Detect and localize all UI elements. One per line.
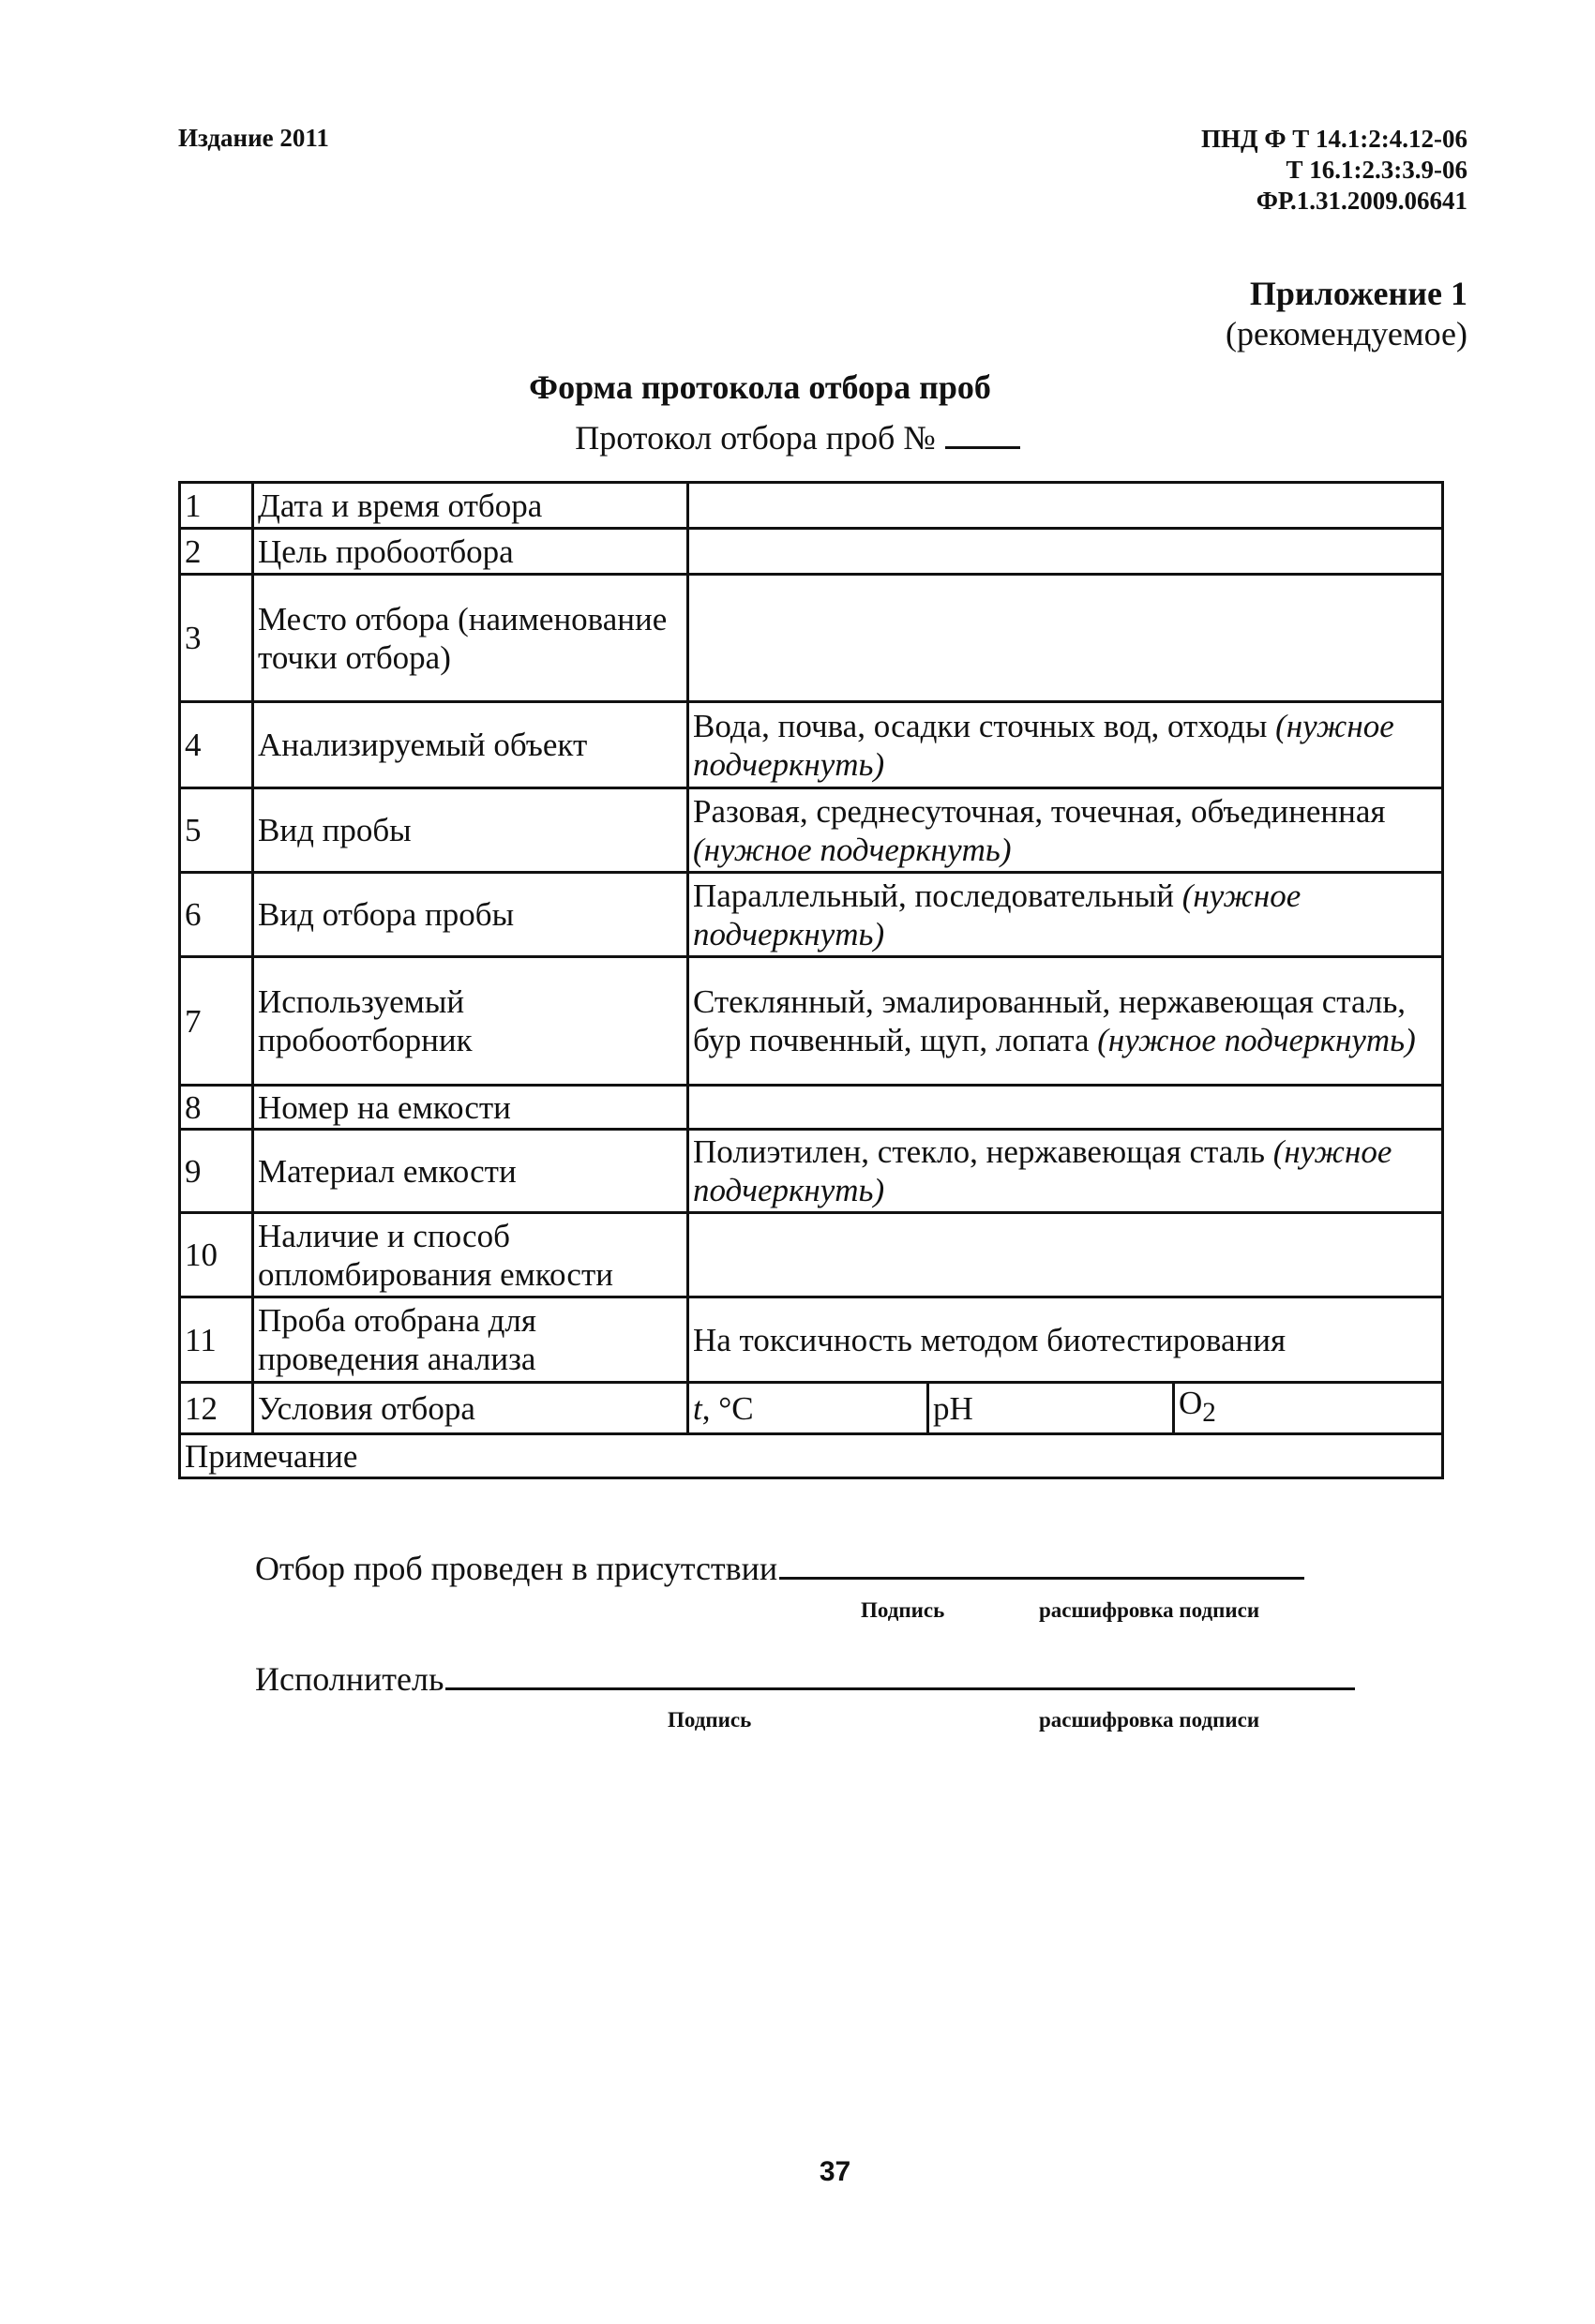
table-row [180, 1086, 1443, 1130]
oxygen-label: O [1179, 1385, 1203, 1421]
oxygen-subscript: 2 [1202, 1398, 1216, 1428]
temperature-var: t [693, 1389, 702, 1427]
row-number: 10 [180, 1213, 253, 1297]
row-value-text: Стеклянный, эмалированный, нержавеющая сталь, бур почвенный, щуп, лопата [693, 983, 1407, 1058]
row-value-field[interactable] [688, 483, 1443, 529]
row-label: Дата и время отбора [253, 483, 688, 529]
row-value-field[interactable] [688, 1086, 1443, 1130]
document-code: Т 16.1:2.3:3.9-06 [1286, 156, 1467, 184]
row-value [688, 873, 1443, 957]
row-value-field[interactable] [688, 575, 1443, 702]
witness-label: Отбор проб проведен в присутствии [255, 1550, 778, 1587]
row-number: 2 [180, 529, 253, 575]
form-title: Форма протокола отбора проб [529, 368, 991, 406]
row-value-note: (нужное подчеркнуть) [1097, 1022, 1416, 1058]
row-number: 11 [180, 1297, 253, 1383]
row-label: Место отбора (наименование точки отбора) [253, 575, 688, 702]
executor-label: Исполнитель [255, 1660, 444, 1698]
row-value-note: (нужное подчеркнуть) [693, 1133, 1392, 1208]
table-row [180, 873, 1443, 957]
table-row [180, 788, 1443, 873]
protocol-title [0, 418, 1595, 457]
row-value [688, 1297, 1443, 1383]
executor-caption-sign: Подпись [668, 1708, 752, 1732]
row-label: Цель пробоотбора [253, 529, 688, 575]
row-value [688, 1130, 1443, 1213]
row-value [688, 957, 1443, 1086]
witness-caption-sign: Подпись [861, 1598, 945, 1622]
table-row [180, 483, 1443, 529]
protocol-number-blank[interactable] [945, 418, 1020, 449]
document-codes [1201, 124, 1467, 217]
page-number: 37 [819, 2156, 851, 2187]
witness-caption-decode: расшифровка подписи [1039, 1598, 1260, 1622]
row-number: 12 [180, 1383, 253, 1434]
row-label: Наличие и способ опломбирования емкости [253, 1213, 688, 1297]
table-row [180, 529, 1443, 575]
table-row [180, 575, 1443, 702]
row-number: 1 [180, 483, 253, 529]
row-number: 8 [180, 1086, 253, 1130]
table-row [180, 702, 1443, 788]
row-label: Вид отбора пробы [253, 873, 688, 957]
witness-signature [255, 1549, 1304, 1588]
row-label: Вид пробы [253, 788, 688, 873]
witness-signature-line[interactable] [779, 1549, 1304, 1580]
sampling-protocol-table [178, 481, 1444, 1479]
table-row-conditions [180, 1383, 1443, 1434]
appendix-title: Приложение 1 [1249, 275, 1467, 312]
row-value-text: Вода, почва, осадки сточных вод, отходы [693, 707, 1276, 744]
row-value-note: (нужное подчеркнуть) [693, 707, 1394, 783]
row-value-field[interactable] [688, 1213, 1443, 1297]
row-number: 3 [180, 575, 253, 702]
table-row [180, 1130, 1443, 1213]
row-number: 7 [180, 957, 253, 1086]
row-value-text: Параллельный, последовательный [693, 877, 1182, 914]
row-value-text: Полиэтилен, стекло, нержавеющая сталь [693, 1133, 1273, 1170]
table-row [180, 1213, 1443, 1297]
executor-signature [255, 1659, 1355, 1699]
row-number: 6 [180, 873, 253, 957]
executor-caption-decode: расшифровка подписи [1039, 1708, 1260, 1732]
row-label: Номер на емкости [253, 1086, 688, 1130]
appendix-heading [1226, 274, 1467, 354]
remark-field[interactable] [180, 1434, 1443, 1478]
row-value-note: (нужное подчеркнуть) [693, 831, 1012, 868]
row-value [688, 788, 1443, 873]
protocol-title-text: Протокол отбора проб № [575, 419, 936, 457]
document-code: ПНД Ф Т 14.1:2:4.12-06 [1200, 125, 1467, 153]
row-value-note: (нужное подчеркнуть) [693, 877, 1302, 952]
row-value-text: На токсичность методом биотестирования [693, 1321, 1287, 1358]
row-number: 9 [180, 1130, 253, 1213]
oxygen-field[interactable] [1174, 1383, 1443, 1434]
temperature-unit: , °С [701, 1389, 754, 1427]
ph-field[interactable] [928, 1383, 1174, 1434]
row-label: Материал емкости [253, 1130, 688, 1213]
temperature-field[interactable] [688, 1383, 928, 1434]
ph-label: pH [933, 1389, 973, 1427]
row-value [688, 702, 1443, 788]
document-code: ФР.1.31.2009.06641 [1256, 187, 1467, 215]
row-number: 5 [180, 788, 253, 873]
remark-label: Примечание [185, 1437, 358, 1475]
appendix-subtitle: (рекомендуемое) [1226, 315, 1467, 352]
executor-signature-line[interactable] [445, 1659, 1355, 1690]
row-label: Анализируемый объект [253, 702, 688, 788]
row-value-text: Разовая, среднесуточная, точечная, объединенная [693, 792, 1386, 830]
row-value-field[interactable] [688, 529, 1443, 575]
row-number: 4 [180, 702, 253, 788]
row-label: Условия отбора [253, 1383, 688, 1434]
row-label: Используемый пробоотборник [253, 957, 688, 1086]
table-row-remark [180, 1434, 1443, 1478]
edition-label: Издание 2011 [178, 124, 329, 152]
table-row [180, 957, 1443, 1086]
row-label: Проба отобрана для проведения анализа [253, 1297, 688, 1383]
table-row [180, 1297, 1443, 1383]
